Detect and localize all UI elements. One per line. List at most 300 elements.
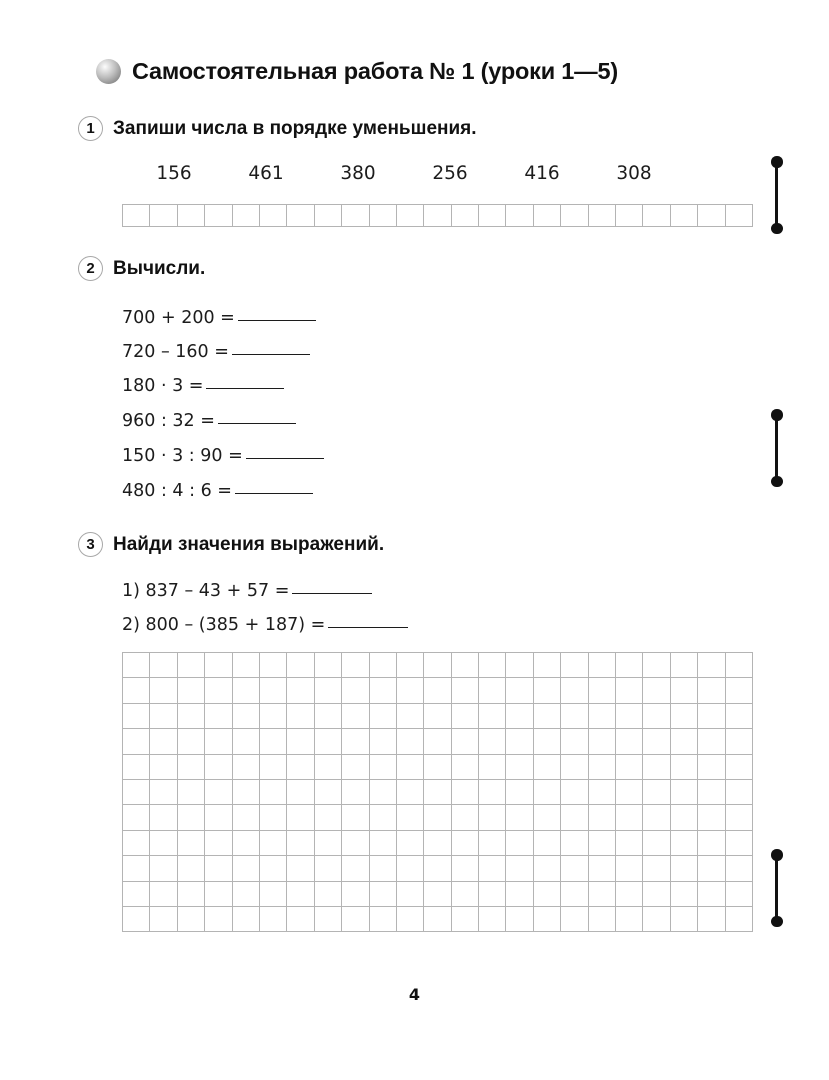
grid-cell[interactable] xyxy=(123,856,150,881)
answer-blank[interactable] xyxy=(246,458,324,459)
grid-cell[interactable] xyxy=(287,704,314,729)
grid-cell[interactable] xyxy=(589,882,616,907)
grid-cell[interactable] xyxy=(616,856,643,881)
grid-cell[interactable] xyxy=(178,755,205,780)
grid-cell[interactable] xyxy=(643,205,670,227)
grid-cell[interactable] xyxy=(589,678,616,703)
grid-cell[interactable] xyxy=(205,831,232,856)
grid-cell[interactable] xyxy=(370,805,397,830)
grid-cell[interactable] xyxy=(671,729,698,754)
grid-cell[interactable] xyxy=(698,907,725,932)
grid-cell[interactable] xyxy=(315,831,342,856)
grid-cell[interactable] xyxy=(452,653,479,678)
grid-cell[interactable] xyxy=(315,907,342,932)
grid-cell[interactable] xyxy=(589,653,616,678)
task-2-range-marker xyxy=(770,409,784,487)
grid-cell[interactable] xyxy=(205,729,232,754)
grid-cell[interactable] xyxy=(424,678,451,703)
grid-cell[interactable] xyxy=(233,653,260,678)
grid-cell[interactable] xyxy=(287,653,314,678)
grid-cell[interactable] xyxy=(178,831,205,856)
grid-cell[interactable] xyxy=(397,704,424,729)
grid-cell[interactable] xyxy=(205,882,232,907)
grid-cell[interactable] xyxy=(150,704,177,729)
grid-cell[interactable] xyxy=(178,882,205,907)
grid-cell[interactable] xyxy=(315,755,342,780)
grid-cell[interactable] xyxy=(671,856,698,881)
grid-cell[interactable] xyxy=(506,780,533,805)
grid-cell[interactable] xyxy=(123,205,150,227)
grid-cell[interactable] xyxy=(671,205,698,227)
grid-cell[interactable] xyxy=(233,755,260,780)
grid-cell[interactable] xyxy=(534,678,561,703)
grid-cell[interactable] xyxy=(123,882,150,907)
grid-cell[interactable] xyxy=(452,780,479,805)
grid-cell[interactable] xyxy=(726,755,753,780)
grid-cell[interactable] xyxy=(342,780,369,805)
grid-cell[interactable] xyxy=(479,856,506,881)
grid-cell[interactable] xyxy=(287,780,314,805)
grid-cell[interactable] xyxy=(370,780,397,805)
grid-cell[interactable] xyxy=(698,882,725,907)
grid-cell[interactable] xyxy=(260,882,287,907)
grid-cell[interactable] xyxy=(178,907,205,932)
grid-cell[interactable] xyxy=(342,805,369,830)
grid-cell[interactable] xyxy=(561,831,588,856)
grid-row xyxy=(123,729,753,754)
grid-row xyxy=(123,856,753,881)
grid-cell[interactable] xyxy=(178,729,205,754)
grid-cell[interactable] xyxy=(370,653,397,678)
grid-cell[interactable] xyxy=(342,205,369,227)
grid-cell[interactable] xyxy=(287,755,314,780)
grid-cell[interactable] xyxy=(342,856,369,881)
grid-cell[interactable] xyxy=(479,678,506,703)
grid-cell[interactable] xyxy=(452,831,479,856)
grid-cell[interactable] xyxy=(589,831,616,856)
task-1-answer-grid[interactable] xyxy=(122,204,753,227)
grid-cell[interactable] xyxy=(123,831,150,856)
task-3-work-grid[interactable] xyxy=(122,652,753,932)
grid-cell[interactable] xyxy=(698,856,725,881)
grid-cell[interactable] xyxy=(397,856,424,881)
grid-cell[interactable] xyxy=(150,882,177,907)
grid-cell[interactable] xyxy=(643,856,670,881)
grid-cell[interactable] xyxy=(397,678,424,703)
grid-cell[interactable] xyxy=(726,856,753,881)
grid-cell[interactable] xyxy=(589,805,616,830)
answer-blank[interactable] xyxy=(328,627,408,628)
grid-cell[interactable] xyxy=(726,780,753,805)
grid-cell[interactable] xyxy=(671,678,698,703)
grid-cell[interactable] xyxy=(260,678,287,703)
grid-cell[interactable] xyxy=(616,704,643,729)
grid-cell[interactable] xyxy=(726,805,753,830)
grid-cell[interactable] xyxy=(479,729,506,754)
grid-cell[interactable] xyxy=(424,729,451,754)
grid-cell[interactable] xyxy=(370,831,397,856)
grid-cell[interactable] xyxy=(287,729,314,754)
grid-cell[interactable] xyxy=(561,653,588,678)
grid-cell[interactable] xyxy=(424,882,451,907)
grid-cell[interactable] xyxy=(260,704,287,729)
grid-cell[interactable] xyxy=(424,805,451,830)
grid-cell[interactable] xyxy=(342,755,369,780)
grid-cell[interactable] xyxy=(671,755,698,780)
grid-cell[interactable] xyxy=(698,729,725,754)
grid-cell[interactable] xyxy=(150,729,177,754)
grid-cell[interactable] xyxy=(534,205,561,227)
grid-cell[interactable] xyxy=(671,704,698,729)
grid-cell[interactable] xyxy=(287,678,314,703)
answer-blank[interactable] xyxy=(218,423,296,424)
grid-cell[interactable] xyxy=(260,653,287,678)
grid-cell[interactable] xyxy=(534,856,561,881)
grid-cell[interactable] xyxy=(315,856,342,881)
task-2-expression-text: 720 – 160 = xyxy=(122,342,229,362)
grid-cell[interactable] xyxy=(479,704,506,729)
grid-cell[interactable] xyxy=(315,205,342,227)
grid-cell[interactable] xyxy=(616,907,643,932)
grid-cell[interactable] xyxy=(123,780,150,805)
grid-cell[interactable] xyxy=(726,704,753,729)
grid-cell[interactable] xyxy=(123,805,150,830)
grid-cell[interactable] xyxy=(342,704,369,729)
grid-cell[interactable] xyxy=(205,704,232,729)
grid-cell[interactable] xyxy=(479,882,506,907)
grid-cell[interactable] xyxy=(342,729,369,754)
grid-cell[interactable] xyxy=(397,805,424,830)
grid-cell[interactable] xyxy=(452,856,479,881)
grid-cell[interactable] xyxy=(260,831,287,856)
grid-cell[interactable] xyxy=(178,780,205,805)
grid-cell[interactable] xyxy=(589,907,616,932)
grid-cell[interactable] xyxy=(370,755,397,780)
grid-cell[interactable] xyxy=(698,831,725,856)
grid-cell[interactable] xyxy=(616,805,643,830)
grid-cell[interactable] xyxy=(616,653,643,678)
grid-cell[interactable] xyxy=(506,729,533,754)
grid-cell[interactable] xyxy=(506,205,533,227)
grid-cell[interactable] xyxy=(424,907,451,932)
grid-cell[interactable] xyxy=(452,678,479,703)
grid-cell[interactable] xyxy=(534,780,561,805)
grid-cell[interactable] xyxy=(370,678,397,703)
grid-cell[interactable] xyxy=(342,831,369,856)
grid-cell[interactable] xyxy=(452,805,479,830)
grid-cell[interactable] xyxy=(726,907,753,932)
grid-cell[interactable] xyxy=(315,805,342,830)
grid-cell[interactable] xyxy=(561,856,588,881)
grid-cell[interactable] xyxy=(205,907,232,932)
grid-cell[interactable] xyxy=(233,856,260,881)
grid-cell[interactable] xyxy=(260,780,287,805)
grid-cell[interactable] xyxy=(698,678,725,703)
grid-cell[interactable] xyxy=(534,831,561,856)
grid-cell[interactable] xyxy=(205,653,232,678)
grid-cell[interactable] xyxy=(452,755,479,780)
grid-cell[interactable] xyxy=(671,882,698,907)
grid-cell[interactable] xyxy=(397,205,424,227)
grid-cell[interactable] xyxy=(534,729,561,754)
grid-cell[interactable] xyxy=(479,755,506,780)
grid-cell[interactable] xyxy=(370,205,397,227)
grid-cell[interactable] xyxy=(589,780,616,805)
grid-cell[interactable] xyxy=(589,755,616,780)
grid-cell[interactable] xyxy=(287,882,314,907)
grid-cell[interactable] xyxy=(616,882,643,907)
grid-cell[interactable] xyxy=(315,780,342,805)
grid-cell[interactable] xyxy=(315,729,342,754)
grid-cell[interactable] xyxy=(397,831,424,856)
grid-cell[interactable] xyxy=(506,805,533,830)
grid-cell[interactable] xyxy=(726,831,753,856)
task-1-number-item: 256 xyxy=(432,163,468,184)
grid-cell[interactable] xyxy=(452,729,479,754)
grid-cell[interactable] xyxy=(424,755,451,780)
grid-cell[interactable] xyxy=(397,780,424,805)
grid-cell[interactable] xyxy=(123,755,150,780)
page-title xyxy=(96,58,618,85)
grid-cell[interactable] xyxy=(397,653,424,678)
grid-cell[interactable] xyxy=(150,780,177,805)
grid-cell[interactable] xyxy=(452,704,479,729)
task-2-expression xyxy=(122,411,296,431)
grid-cell[interactable] xyxy=(370,882,397,907)
grid-cell[interactable] xyxy=(370,907,397,932)
grid-cell[interactable] xyxy=(643,805,670,830)
grid-cell[interactable] xyxy=(534,882,561,907)
grid-cell[interactable] xyxy=(260,856,287,881)
grid-cell[interactable] xyxy=(260,907,287,932)
answer-blank[interactable] xyxy=(238,320,316,321)
grid-cell[interactable] xyxy=(589,704,616,729)
grid-cell[interactable] xyxy=(287,205,314,227)
grid-cell[interactable] xyxy=(233,780,260,805)
grid-cell[interactable] xyxy=(561,882,588,907)
grid-cell[interactable] xyxy=(698,205,725,227)
grid-cell[interactable] xyxy=(616,755,643,780)
grid-cell[interactable] xyxy=(616,205,643,227)
grid-cell[interactable] xyxy=(698,653,725,678)
grid-cell[interactable] xyxy=(233,882,260,907)
grid-cell[interactable] xyxy=(506,882,533,907)
grid-cell[interactable] xyxy=(479,205,506,227)
grid-row xyxy=(123,831,753,856)
grid-cell[interactable] xyxy=(260,729,287,754)
grid-cell[interactable] xyxy=(123,729,150,754)
grid-cell[interactable] xyxy=(452,907,479,932)
task-2-expression-text: 180 · 3 = xyxy=(122,376,204,396)
grid-cell[interactable] xyxy=(643,653,670,678)
grid-cell[interactable] xyxy=(233,678,260,703)
grid-cell[interactable] xyxy=(643,831,670,856)
grid-cell[interactable] xyxy=(233,205,260,227)
grid-cell[interactable] xyxy=(479,831,506,856)
grid-cell[interactable] xyxy=(315,704,342,729)
grid-cell[interactable] xyxy=(506,755,533,780)
grid-cell[interactable] xyxy=(643,907,670,932)
grid-cell[interactable] xyxy=(178,805,205,830)
grid-cell[interactable] xyxy=(671,780,698,805)
grid-cell[interactable] xyxy=(370,856,397,881)
grid-cell[interactable] xyxy=(178,704,205,729)
grid-cell[interactable] xyxy=(424,780,451,805)
grid-cell[interactable] xyxy=(616,831,643,856)
grid-cell[interactable] xyxy=(123,704,150,729)
grid-cell[interactable] xyxy=(150,805,177,830)
grid-cell[interactable] xyxy=(506,856,533,881)
grid-cell[interactable] xyxy=(424,856,451,881)
grid-cell[interactable] xyxy=(397,907,424,932)
grid-cell[interactable] xyxy=(506,907,533,932)
grid-cell[interactable] xyxy=(643,882,670,907)
grid-cell[interactable] xyxy=(287,805,314,830)
grid-cell[interactable] xyxy=(123,653,150,678)
task-2-expression-text: 960 : 32 = xyxy=(122,411,215,431)
grid-cell[interactable] xyxy=(233,907,260,932)
grid-cell[interactable] xyxy=(726,678,753,703)
grid-cell[interactable] xyxy=(506,831,533,856)
grid-cell[interactable] xyxy=(150,205,177,227)
grid-cell[interactable] xyxy=(424,831,451,856)
answer-blank[interactable] xyxy=(206,388,284,389)
grid-cell[interactable] xyxy=(233,805,260,830)
grid-cell[interactable] xyxy=(260,805,287,830)
grid-cell[interactable] xyxy=(452,882,479,907)
grid-cell[interactable] xyxy=(671,653,698,678)
grid-cell[interactable] xyxy=(561,678,588,703)
grid-cell[interactable] xyxy=(643,755,670,780)
grid-cell[interactable] xyxy=(342,907,369,932)
grid-cell[interactable] xyxy=(479,780,506,805)
answer-blank[interactable] xyxy=(232,354,310,355)
grid-cell[interactable] xyxy=(452,205,479,227)
grid-cell[interactable] xyxy=(123,907,150,932)
grid-cell[interactable] xyxy=(178,856,205,881)
grid-cell[interactable] xyxy=(205,205,232,227)
grid-cell[interactable] xyxy=(123,678,150,703)
answer-blank[interactable] xyxy=(292,593,372,594)
grid-cell[interactable] xyxy=(233,729,260,754)
grid-cell[interactable] xyxy=(561,805,588,830)
grid-cell[interactable] xyxy=(671,805,698,830)
grid-cell[interactable] xyxy=(397,755,424,780)
grid-cell[interactable] xyxy=(424,704,451,729)
grid-cell[interactable] xyxy=(643,780,670,805)
grid-row xyxy=(123,678,753,703)
grid-cell[interactable] xyxy=(205,678,232,703)
grid-cell[interactable] xyxy=(150,755,177,780)
task-2-expression xyxy=(122,376,284,396)
grid-cell[interactable] xyxy=(534,704,561,729)
grid-cell[interactable] xyxy=(534,907,561,932)
grid-cell[interactable] xyxy=(315,678,342,703)
grid-cell[interactable] xyxy=(561,907,588,932)
grid-cell[interactable] xyxy=(205,780,232,805)
grid-cell[interactable] xyxy=(287,856,314,881)
grid-cell[interactable] xyxy=(671,907,698,932)
grid-cell[interactable] xyxy=(315,653,342,678)
grid-cell[interactable] xyxy=(698,780,725,805)
grid-cell[interactable] xyxy=(616,678,643,703)
grid-cell[interactable] xyxy=(287,907,314,932)
grid-cell[interactable] xyxy=(506,704,533,729)
grid-cell[interactable] xyxy=(726,729,753,754)
grid-cell[interactable] xyxy=(726,653,753,678)
grid-cell[interactable] xyxy=(561,729,588,754)
grid-cell[interactable] xyxy=(260,205,287,227)
grid-cell[interactable] xyxy=(205,755,232,780)
grid-cell[interactable] xyxy=(506,678,533,703)
grid-cell[interactable] xyxy=(287,831,314,856)
grid-cell[interactable] xyxy=(726,882,753,907)
grid-cell[interactable] xyxy=(506,653,533,678)
grid-cell[interactable] xyxy=(643,729,670,754)
task-3-expression-text: 1) 837 – 43 + 57 = xyxy=(122,581,290,601)
grid-cell[interactable] xyxy=(616,780,643,805)
grid-cell[interactable] xyxy=(671,831,698,856)
grid-cell[interactable] xyxy=(205,856,232,881)
grid-cell[interactable] xyxy=(150,678,177,703)
grid-cell[interactable] xyxy=(370,704,397,729)
grid-cell[interactable] xyxy=(698,755,725,780)
grid-cell[interactable] xyxy=(342,678,369,703)
grid-cell[interactable] xyxy=(726,205,753,227)
grid-cell[interactable] xyxy=(534,805,561,830)
grid-cell[interactable] xyxy=(561,205,588,227)
grid-cell[interactable] xyxy=(150,856,177,881)
grid-cell[interactable] xyxy=(342,882,369,907)
grid-cell[interactable] xyxy=(150,653,177,678)
grid-cell[interactable] xyxy=(616,729,643,754)
grid-cell[interactable] xyxy=(698,805,725,830)
grid-cell[interactable] xyxy=(260,755,287,780)
answer-blank[interactable] xyxy=(235,493,313,494)
grid-cell[interactable] xyxy=(397,882,424,907)
grid-cell[interactable] xyxy=(479,907,506,932)
grid-cell[interactable] xyxy=(589,856,616,881)
grid-cell[interactable] xyxy=(150,907,177,932)
grid-cell[interactable] xyxy=(643,678,670,703)
grid-cell[interactable] xyxy=(205,805,232,830)
grid-cell[interactable] xyxy=(178,678,205,703)
grid-cell[interactable] xyxy=(534,653,561,678)
grid-cell[interactable] xyxy=(315,882,342,907)
grid-cell[interactable] xyxy=(178,653,205,678)
grid-cell[interactable] xyxy=(643,704,670,729)
grid-cell[interactable] xyxy=(397,729,424,754)
grid-cell[interactable] xyxy=(698,704,725,729)
grid-cell[interactable] xyxy=(479,805,506,830)
grid-cell[interactable] xyxy=(342,653,369,678)
grid-cell[interactable] xyxy=(534,755,561,780)
grid-cell[interactable] xyxy=(233,831,260,856)
grid-cell[interactable] xyxy=(561,780,588,805)
grid-cell[interactable] xyxy=(589,729,616,754)
grid-cell[interactable] xyxy=(178,205,205,227)
page-title-text: Самостоятельная работа № 1 (уроки 1—5) xyxy=(132,58,618,84)
grid-cell[interactable] xyxy=(561,755,588,780)
grid-cell[interactable] xyxy=(589,205,616,227)
grid-cell[interactable] xyxy=(370,729,397,754)
grid-cell[interactable] xyxy=(150,831,177,856)
grid-cell[interactable] xyxy=(424,205,451,227)
grid-cell[interactable] xyxy=(233,704,260,729)
grid-cell[interactable] xyxy=(424,653,451,678)
grid-cell[interactable] xyxy=(479,653,506,678)
grid-cell[interactable] xyxy=(561,704,588,729)
